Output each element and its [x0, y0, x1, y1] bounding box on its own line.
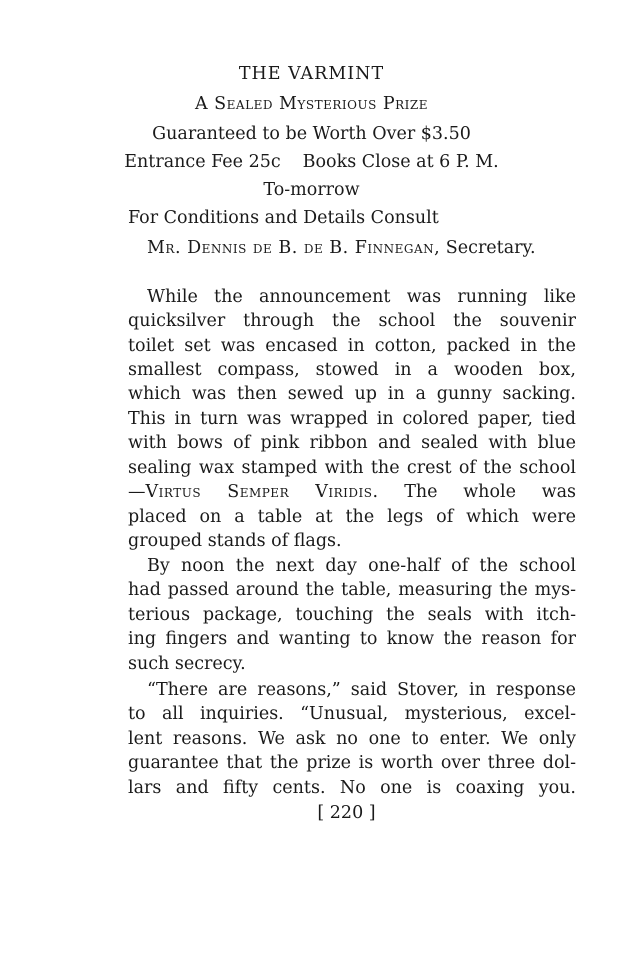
- body-line: with bows of pink ribbon and sealed with blue: [128, 433, 576, 453]
- notice-title: THE VARMINT: [238, 64, 385, 84]
- notice-close: Books Close at 6 P. M.: [302, 152, 499, 172]
- motto-suffix: The whole was: [404, 482, 576, 502]
- body-line: grouped stands of flags.: [128, 531, 342, 551]
- body-line: By noon the next day one-half of the school: [147, 556, 576, 576]
- body-line-motto: [128, 484, 576, 502]
- body-line: had passed around the table, measuring the mys-: [128, 580, 576, 600]
- notice-fee: Entrance Fee 25c: [124, 152, 281, 172]
- notice-secretary: [147, 240, 536, 258]
- body-line: lent reasons. We ask no one to enter. We only: [128, 729, 576, 749]
- page-number: [ 220 ]: [317, 803, 376, 823]
- secretary-name: Mr. Dennis de B. de B. Finnegan,: [147, 238, 441, 258]
- motto: Virtus Semper Viridis.: [145, 482, 379, 502]
- body-line: toilet set was encased in cotton, packed in the: [128, 336, 576, 356]
- notice-subtitle: A Sealed Mysterious Prize: [194, 94, 428, 114]
- secretary-title: Secretary.: [445, 238, 536, 258]
- body-line: terious package, touching the seals with itch-: [128, 605, 576, 625]
- body-line: such secrecy.: [128, 654, 246, 674]
- body-line: While the announcement was running like: [147, 287, 576, 307]
- body-line: smallest compass, stowed in a wooden box,: [128, 360, 576, 380]
- body-line: quicksilver through the school the souvenir: [128, 311, 576, 331]
- notice-guarantee: Guaranteed to be Worth Over $3.50: [152, 124, 471, 144]
- body-line: placed on a table at the legs of which were: [128, 507, 576, 527]
- notice-fee-line: [0, 154, 623, 172]
- body-line: which was then sewed up in a gunny sacking.: [128, 384, 576, 404]
- body-line: to all inquiries. “Unusual, mysterious, excel-: [128, 704, 576, 724]
- notice-consult: For Conditions and Details Consult: [128, 208, 439, 228]
- body-line: ing fingers and wanting to know the reason for: [128, 629, 576, 649]
- body-line: This in turn was wrapped in colored paper, tied: [128, 409, 576, 429]
- body-line: lars and fifty cents. No one is coaxing you.: [128, 778, 576, 798]
- motto-dash: —: [128, 482, 146, 502]
- body-line: sealing wax stamped with the crest of the school: [128, 458, 576, 478]
- body-line: “There are reasons,” said Stover, in response: [147, 680, 576, 700]
- body-line: guarantee that the prize is worth over three dol-: [128, 753, 576, 773]
- notice-tomorrow: To-morrow: [263, 180, 360, 200]
